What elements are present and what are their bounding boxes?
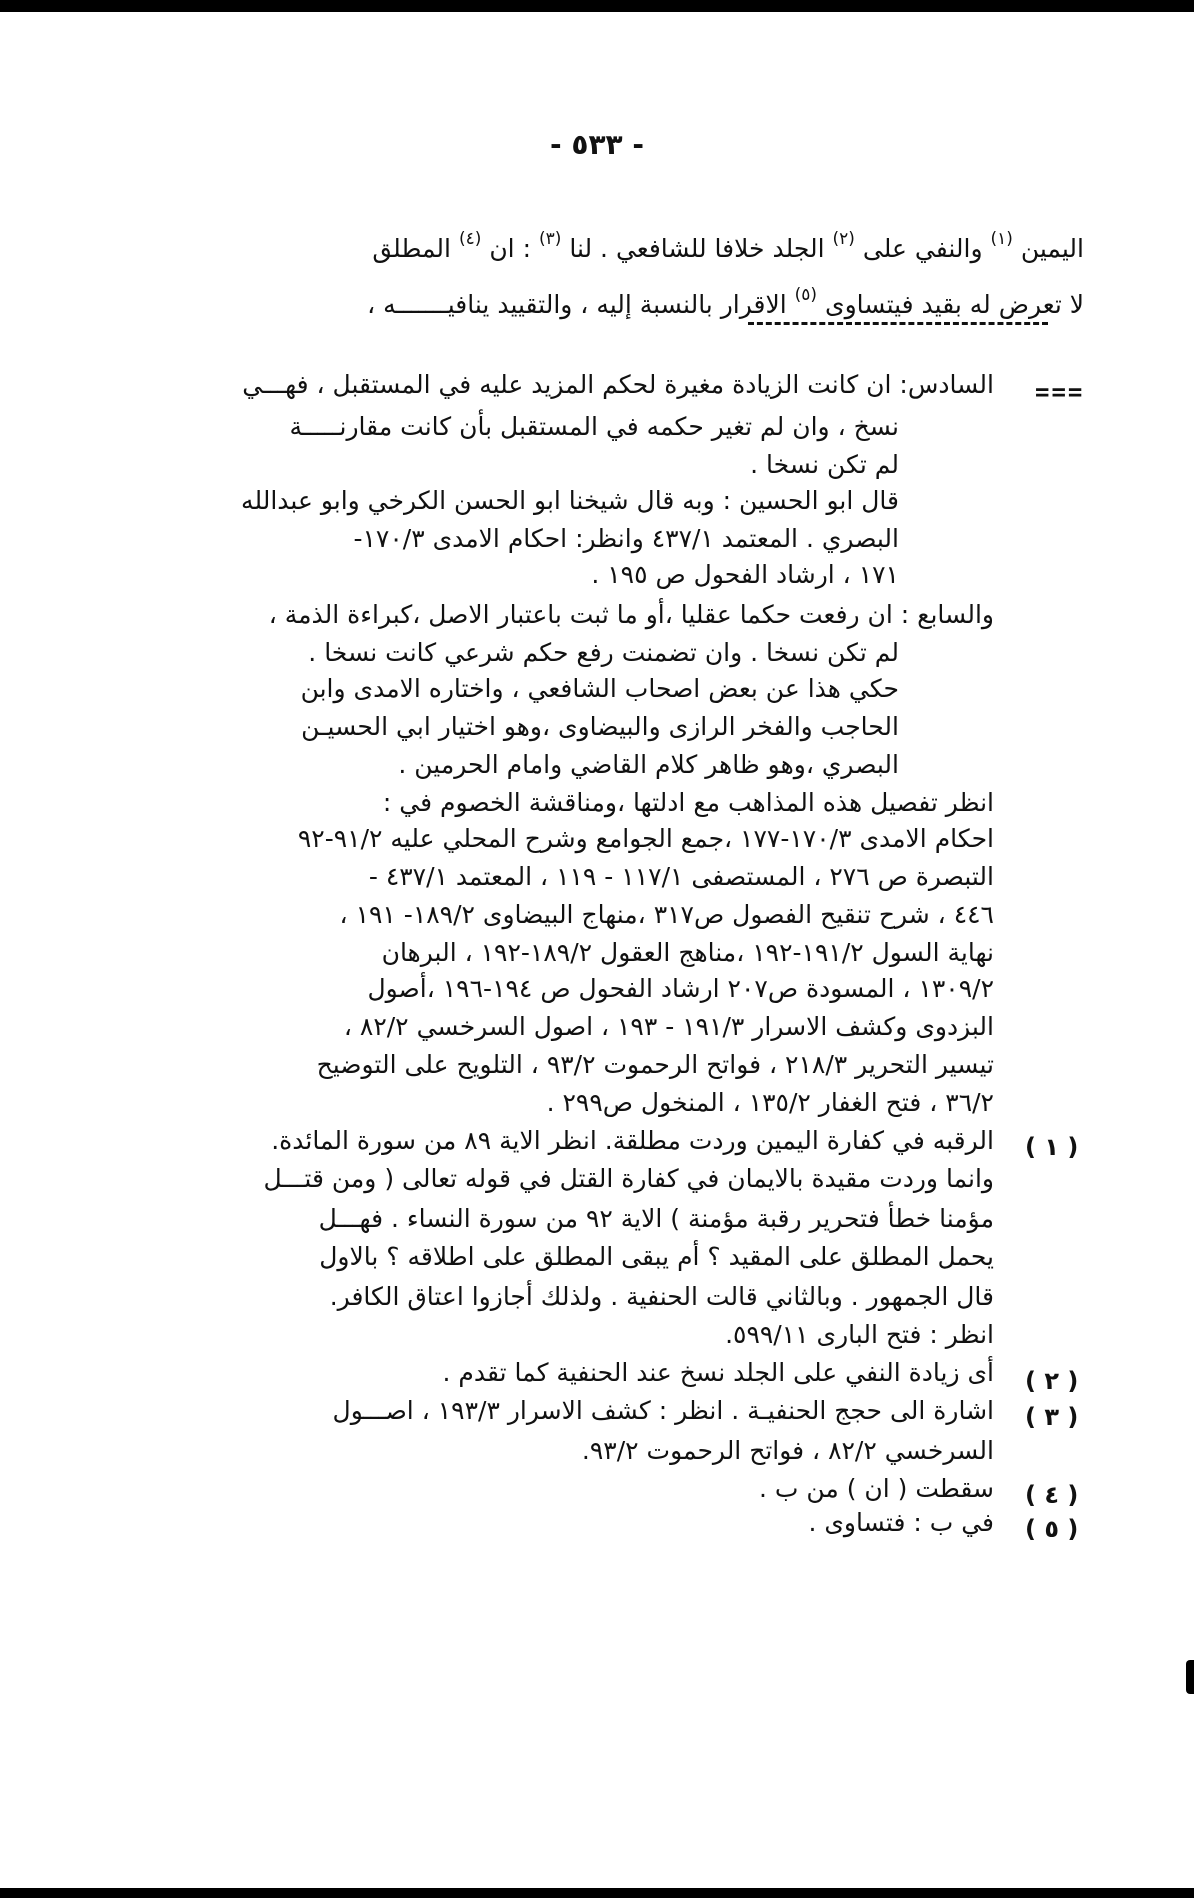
note-line: ١٣٠٩/٢ ، المسودة ص٢٠٧ ارشاد الفحول ص ١٩٤-١٩٦ ،أصول: [367, 974, 994, 1003]
text-separator-rule: [748, 322, 1048, 325]
footnote-line: وانما وردت مقيدة بالايمان في كفارة القتل في قوله تعالى ( ومن قتـــل: [263, 1164, 994, 1193]
scan-edge-mark: [1186, 1660, 1194, 1694]
note-line: الحاجب والفخر الرازى والبيضاوى ،وهو اختيار ابي الحسيـن: [301, 712, 899, 741]
footnote-line: مؤمنا خطأ فتحرير رقبة مؤمنة ) الاية ٩٢ من سورة النساء . فهـــل: [318, 1204, 994, 1233]
main-text-line-2: [367, 278, 1084, 322]
footnote-ref-1: (١): [990, 229, 1013, 249]
note-line: والسابع : ان رفعت حكما عقليا ،أو ما ثبت باعتبار الاصل ،كبراءة الذمة ،: [268, 600, 994, 629]
footnote-line: الرقبه في كفارة اليمين وردت مطلقة. انظر الاية ٨٩ من سورة المائدة.: [271, 1126, 994, 1155]
footnote-ref-2: (٢): [832, 229, 855, 249]
note-line: ١٧١ ، ارشاد الفحول ص ١٩٥ .: [591, 560, 899, 589]
note-line: ٣٦/٢ ، فتح الغفار ١٣٥/٢ ، المنخول ص٢٩٩ .: [546, 1088, 994, 1117]
note-line: البصري ،وهو ظاهر كلام القاضي وامام الحرمين .: [398, 750, 899, 779]
word: : ان: [489, 234, 531, 263]
footnote-line: يحمل المطلق على المقيد ؟ أم يبقى المطلق على اطلاقه ؟ بالاول: [319, 1242, 994, 1271]
word: المطلق: [372, 234, 451, 263]
word: الاقرار بالنسبة إليه ، والتقييد ينافيـــــــه ،: [367, 290, 787, 319]
footnote-number-1: ( ١ ): [1025, 1133, 1079, 1161]
note-line: نهاية السول ١٩١/٢-١٩٢ ،مناهج العقول ١٨٩/٢-١٩٢ ، البرهان: [381, 938, 994, 967]
footnote-line: السرخسي ٨٢/٢ ، فواتح الرحموت ٩٣/٢.: [581, 1436, 994, 1465]
note-line: نسخ ، وان لم تغير حكمه في المستقبل بأن كانت مقارنـــــة: [289, 412, 899, 441]
note-line: انظر تفصيل هذه المذاهب مع ادلتها ،ومناقشة الخصوم في :: [382, 788, 994, 817]
footnote-ref-4: (٤): [458, 229, 482, 249]
note-line: لم تكن نسخا . وان تضمنت رفع حكم شرعي كانت نسخا .: [308, 638, 899, 667]
word: الجلد خلافا للشافعي . لنا: [569, 234, 825, 263]
note-line: البزدوى وكشف الاسرار ١٩١/٣ - ١٩٣ ، اصول السرخسي ٨٢/٢ ،: [343, 1012, 994, 1041]
note-line: احكام الامدى ١٧٠/٣-١٧٧ ،جمع الجوامع وشرح المحلي عليه ٩١/٢-٩٢: [297, 824, 994, 853]
footnote-line: انظر : فتح البارى ٥٩٩/١١.: [725, 1320, 994, 1349]
footnote-ref-3: (٣): [538, 229, 562, 249]
note-line: السادس: ان كانت الزيادة مغيرة لحكم المزيد عليه في المستقبل ، فهـــي: [242, 370, 994, 399]
note-line: ٤٤٦ ، شرح تنقيح الفصول ص٣١٧ ،منهاج البيضاوى ١٨٩/٢- ١٩١ ،: [339, 900, 994, 929]
continuation-mark: ===: [1035, 378, 1085, 406]
word: والنفي على: [862, 234, 983, 263]
footnote-line: قال الجمهور . وبالثاني قالت الحنفية . ولذلك أجازوا اعتاق الكافر.: [329, 1282, 994, 1311]
footnote-number-4: ( ٤ ): [1025, 1481, 1079, 1509]
word: اليمين: [1020, 234, 1084, 263]
footnote-line: سقطت ( ان ) من ب .: [758, 1474, 994, 1503]
page-number: - ٥٣٣ -: [549, 128, 645, 161]
note-line: حكي هذا عن بعض اصحاب الشافعي ، واختاره الامدى وابن: [300, 674, 899, 703]
footnote-line: في ب : فتساوى .: [808, 1508, 994, 1537]
note-line: تيسير التحرير ٢١٨/٣ ، فواتح الرحموت ٩٣/٢ ، التلويح على التوضيح: [316, 1050, 994, 1079]
note-line: البصري . المعتمد ٤٣٧/١ وانظر: احكام الامدى ١٧٠/٣-: [353, 524, 899, 553]
note-line: قال ابو الحسين : وبه قال شيخنا ابو الحسن الكرخي وابو عبدالله: [241, 486, 899, 515]
footnote-number-3: ( ٣ ): [1025, 1403, 1079, 1431]
note-line: لم تكن نسخا .: [750, 450, 899, 479]
word: لا تعرض له بقيد فيتساوى: [825, 290, 1084, 319]
main-text-line-1: [372, 222, 1084, 266]
scan-top-border: [0, 0, 1194, 12]
note-line: التبصرة ص ٢٧٦ ، المستصفى ١١٧/١ - ١١٩ ، المعتمد ٤٣٧/١ -: [368, 862, 994, 891]
footnote-number-5: ( ٥ ): [1025, 1515, 1079, 1543]
footnote-line: أى زيادة النفي على الجلد نسخ عند الحنفية كما تقدم .: [442, 1358, 994, 1387]
footnote-number-2: ( ٢ ): [1025, 1367, 1079, 1395]
footnote-ref-5: (٥): [794, 285, 818, 305]
scan-bottom-border: [0, 1888, 1194, 1898]
footnote-line: اشارة الى حجج الحنفيـة . انظر : كشف الاسرار ١٩٣/٣ ، اصـــول: [332, 1396, 994, 1425]
